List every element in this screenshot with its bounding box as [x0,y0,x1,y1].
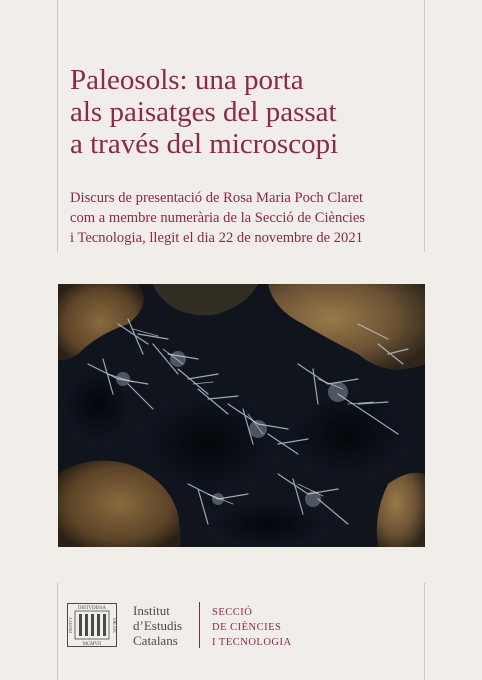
institution-line: Institut [133,603,170,618]
logo-text-bottom: MCMVII [82,641,102,647]
subtitle-line: Discurs de presentació de Rosa Maria Poch Claret [70,190,364,206]
left-margin-rule-top [57,0,58,252]
section-line: DE CIÈNCIES [212,622,282,633]
footer-separator [199,602,200,648]
logo-text-right: ABLAIS [111,617,117,633]
subtitle-line: com a membre numerària de la Secció de Ciències [70,210,365,226]
micrograph-image [58,284,425,547]
section-name [212,605,292,650]
institution-line: d’Estudis [133,618,183,633]
cover-title [70,64,410,160]
subtitle-line: i Tecnologia, llegit el dia 22 de novembre de 2021 [70,230,363,246]
institution-name [133,603,182,648]
title-line: als paisatges del passat [70,96,337,128]
right-margin-rule-top [424,0,425,252]
logo-text-top: DISTVDISSA [78,606,106,612]
logo-text-left: INSTITV [68,616,74,634]
cover-subtitle [70,188,422,248]
left-margin-rule-bottom [57,583,58,680]
section-line: I TECNOLOGIA [212,637,292,648]
iec-logo [67,603,117,647]
title-line: a través del microscopi [70,128,339,160]
right-margin-rule-bottom [424,583,425,680]
institution-line: Catalans [133,633,178,648]
section-line: SECCIÓ [212,607,253,618]
title-line: Paleosols: una porta [70,64,304,96]
